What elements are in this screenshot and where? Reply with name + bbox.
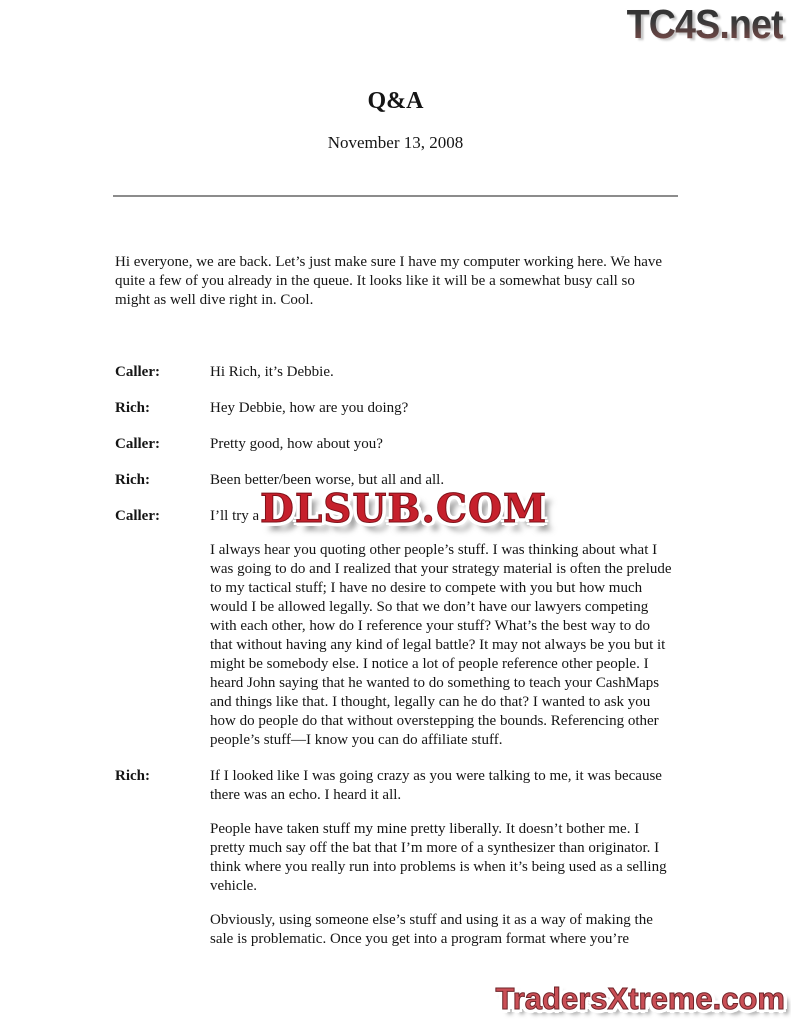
dialogue-entry (115, 363, 672, 382)
speaker-label: Rich: (115, 768, 150, 784)
dialogue-paragraph: Obviously, using someone else’s stuff and using it as a way of making the sale is problematic. Once you get into a program format where you’re (210, 912, 653, 947)
dialogue-paragraph: Pretty good, how about you? (210, 436, 383, 452)
page-title: Q&A (367, 88, 424, 114)
speaker-label: Caller: (115, 364, 160, 380)
tc4s-logo: TC4S.net (626, 1, 783, 47)
dialogue-speech (210, 399, 672, 418)
tradersxtreme-logo: TradersXtreme.com (495, 981, 785, 1016)
dialogue-speech (210, 435, 672, 454)
speaker-label: Rich: (115, 400, 150, 416)
intro-paragraph: Hi everyone, we are back. Let’s just make sure I have my computer working here. We have quite a few of you already in the queue. It looks like it will be a somewhat busy call so might as well dive right in. Cool. (115, 254, 663, 308)
dialogue-speech (210, 767, 672, 949)
dialogue-paragraph: I always hear you quoting other people’s stuff. I was thinking about what I was going to do and I realized that your strategy material is often the prelude to my tactical stuff; I have no desire to compete with you but how much would I be allowed legally. So that we don’t have our lawyers competing with each other, how do I reference your stuff? What’s the best way to do that without having any kind of legal battle? It may not always be you but it might be somebody else. I notice a lot of people reference other people. I heard John saying that he wanted to do something to teach your CashMaps and things like that. I thought, legally can he do that? I wanted to ask you how do people do that without overstepping the bounds. Referencing other people’s stuff—I know you can do affiliate stuff. (210, 542, 672, 748)
dialogue-entry (115, 399, 672, 418)
dialogue-paragraph: Hey Debbie, how are you doing? (210, 400, 409, 416)
speaker-label: Caller: (115, 436, 160, 452)
dialogue-paragraph: If I looked like I was going crazy as you were talking to me, it was because there was an echo. I heard it all. (210, 768, 662, 803)
speaker-label: Rich: (115, 472, 150, 488)
divider (113, 195, 678, 197)
dialogue-paragraph-obscured (210, 486, 672, 532)
dialogue-speech (210, 486, 672, 750)
dialogue-paragraph: Been better/been worse, but all and all. (210, 472, 445, 488)
speaker-label: Caller: (115, 508, 160, 524)
dialogue-paragraph-fragment: I’ll try a (210, 508, 260, 524)
dlsub-watermark: DLSUB.COM (260, 486, 548, 532)
dialogue-entry (115, 767, 672, 949)
dialogue-entry (115, 435, 672, 454)
transcript (115, 253, 672, 949)
dialogue-paragraph: Hi Rich, it’s Debbie. (210, 364, 334, 380)
dialogue-entry (115, 486, 672, 750)
dialogue-paragraph: People have taken stuff my mine pretty liberally. It doesn’t bother me. I pretty much say off the bat that I’m more of a synthesizer than originator. I think where you really run into problems is when it’s being used as a selling vehicle. (210, 821, 667, 894)
dialogue-speech (210, 363, 672, 382)
document-date: November 13, 2008 (327, 133, 464, 152)
